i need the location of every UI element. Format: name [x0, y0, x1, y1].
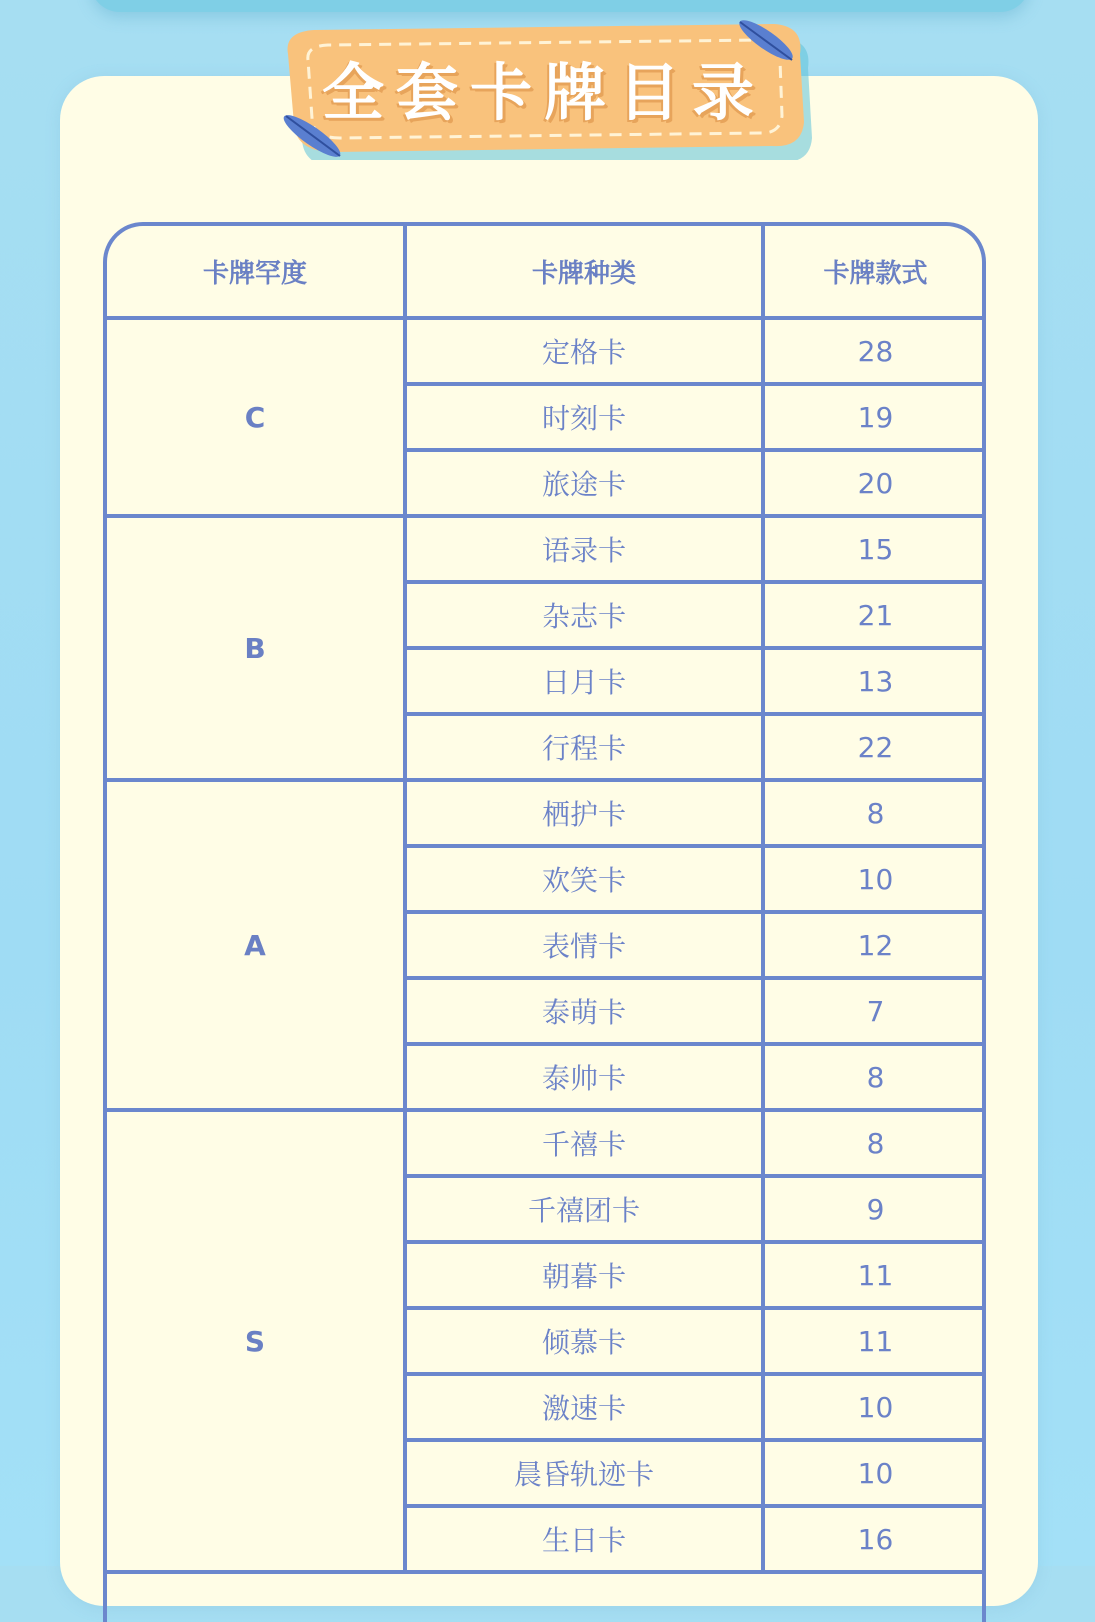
count-cell: 16 — [763, 1506, 986, 1572]
count-cell: 10 — [763, 846, 986, 912]
card-catalog-table — [103, 222, 986, 1574]
kind-cell: 生日卡 — [405, 1506, 763, 1572]
kind-cell: 晨昏轨迹卡 — [405, 1440, 763, 1506]
count-cell: 8 — [763, 780, 986, 846]
title-badge — [274, 18, 814, 160]
kind-cell: 泰帅卡 — [405, 1044, 763, 1110]
count-cell: 20 — [763, 450, 986, 516]
count-cell: 8 — [763, 1044, 986, 1110]
count-cell: 11 — [763, 1242, 986, 1308]
rarity-cell: A — [105, 780, 405, 1110]
count-cell: 9 — [763, 1176, 986, 1242]
count-cell: 8 — [763, 1110, 986, 1176]
kind-cell: 倾慕卡 — [405, 1308, 763, 1374]
table-row — [105, 780, 986, 846]
header-count: 卡牌款式 — [763, 224, 986, 318]
kind-cell: 泰萌卡 — [405, 978, 763, 1044]
rarity-cell: C — [105, 318, 405, 516]
kind-cell: 日月卡 — [405, 648, 763, 714]
header-rarity: 卡牌罕度 — [105, 224, 405, 318]
kind-cell: 杂志卡 — [405, 582, 763, 648]
count-cell: 10 — [763, 1374, 986, 1440]
count-cell: 10 — [763, 1440, 986, 1506]
count-cell: 28 — [763, 318, 986, 384]
kind-cell: 表情卡 — [405, 912, 763, 978]
kind-cell: 栖护卡 — [405, 780, 763, 846]
table-row — [105, 1110, 986, 1176]
rarity-cell: S — [105, 1110, 405, 1572]
kind-cell: 激速卡 — [405, 1374, 763, 1440]
page-title: 全套卡牌目录 — [321, 56, 766, 129]
kind-cell: 旅途卡 — [405, 450, 763, 516]
count-cell: 21 — [763, 582, 986, 648]
count-cell: 11 — [763, 1308, 986, 1374]
count-cell: 19 — [763, 384, 986, 450]
kind-cell: 时刻卡 — [405, 384, 763, 450]
kind-cell: 语录卡 — [405, 516, 763, 582]
count-cell: 7 — [763, 978, 986, 1044]
count-cell: 12 — [763, 912, 986, 978]
kind-cell: 千禧卡 — [405, 1110, 763, 1176]
count-cell: 13 — [763, 648, 986, 714]
table-row — [105, 318, 986, 384]
kind-cell: 行程卡 — [405, 714, 763, 780]
top-decorative-band — [90, 0, 1030, 12]
kind-cell: 朝暮卡 — [405, 1242, 763, 1308]
kind-cell: 定格卡 — [405, 318, 763, 384]
kind-cell: 欢笑卡 — [405, 846, 763, 912]
count-cell: 22 — [763, 714, 986, 780]
rarity-cell: B — [105, 516, 405, 780]
table-row — [105, 516, 986, 582]
catalog-table-frame — [103, 222, 986, 1622]
count-cell: 15 — [763, 516, 986, 582]
table-header-row — [105, 224, 986, 318]
kind-cell: 千禧团卡 — [405, 1176, 763, 1242]
header-kind: 卡牌种类 — [405, 224, 763, 318]
